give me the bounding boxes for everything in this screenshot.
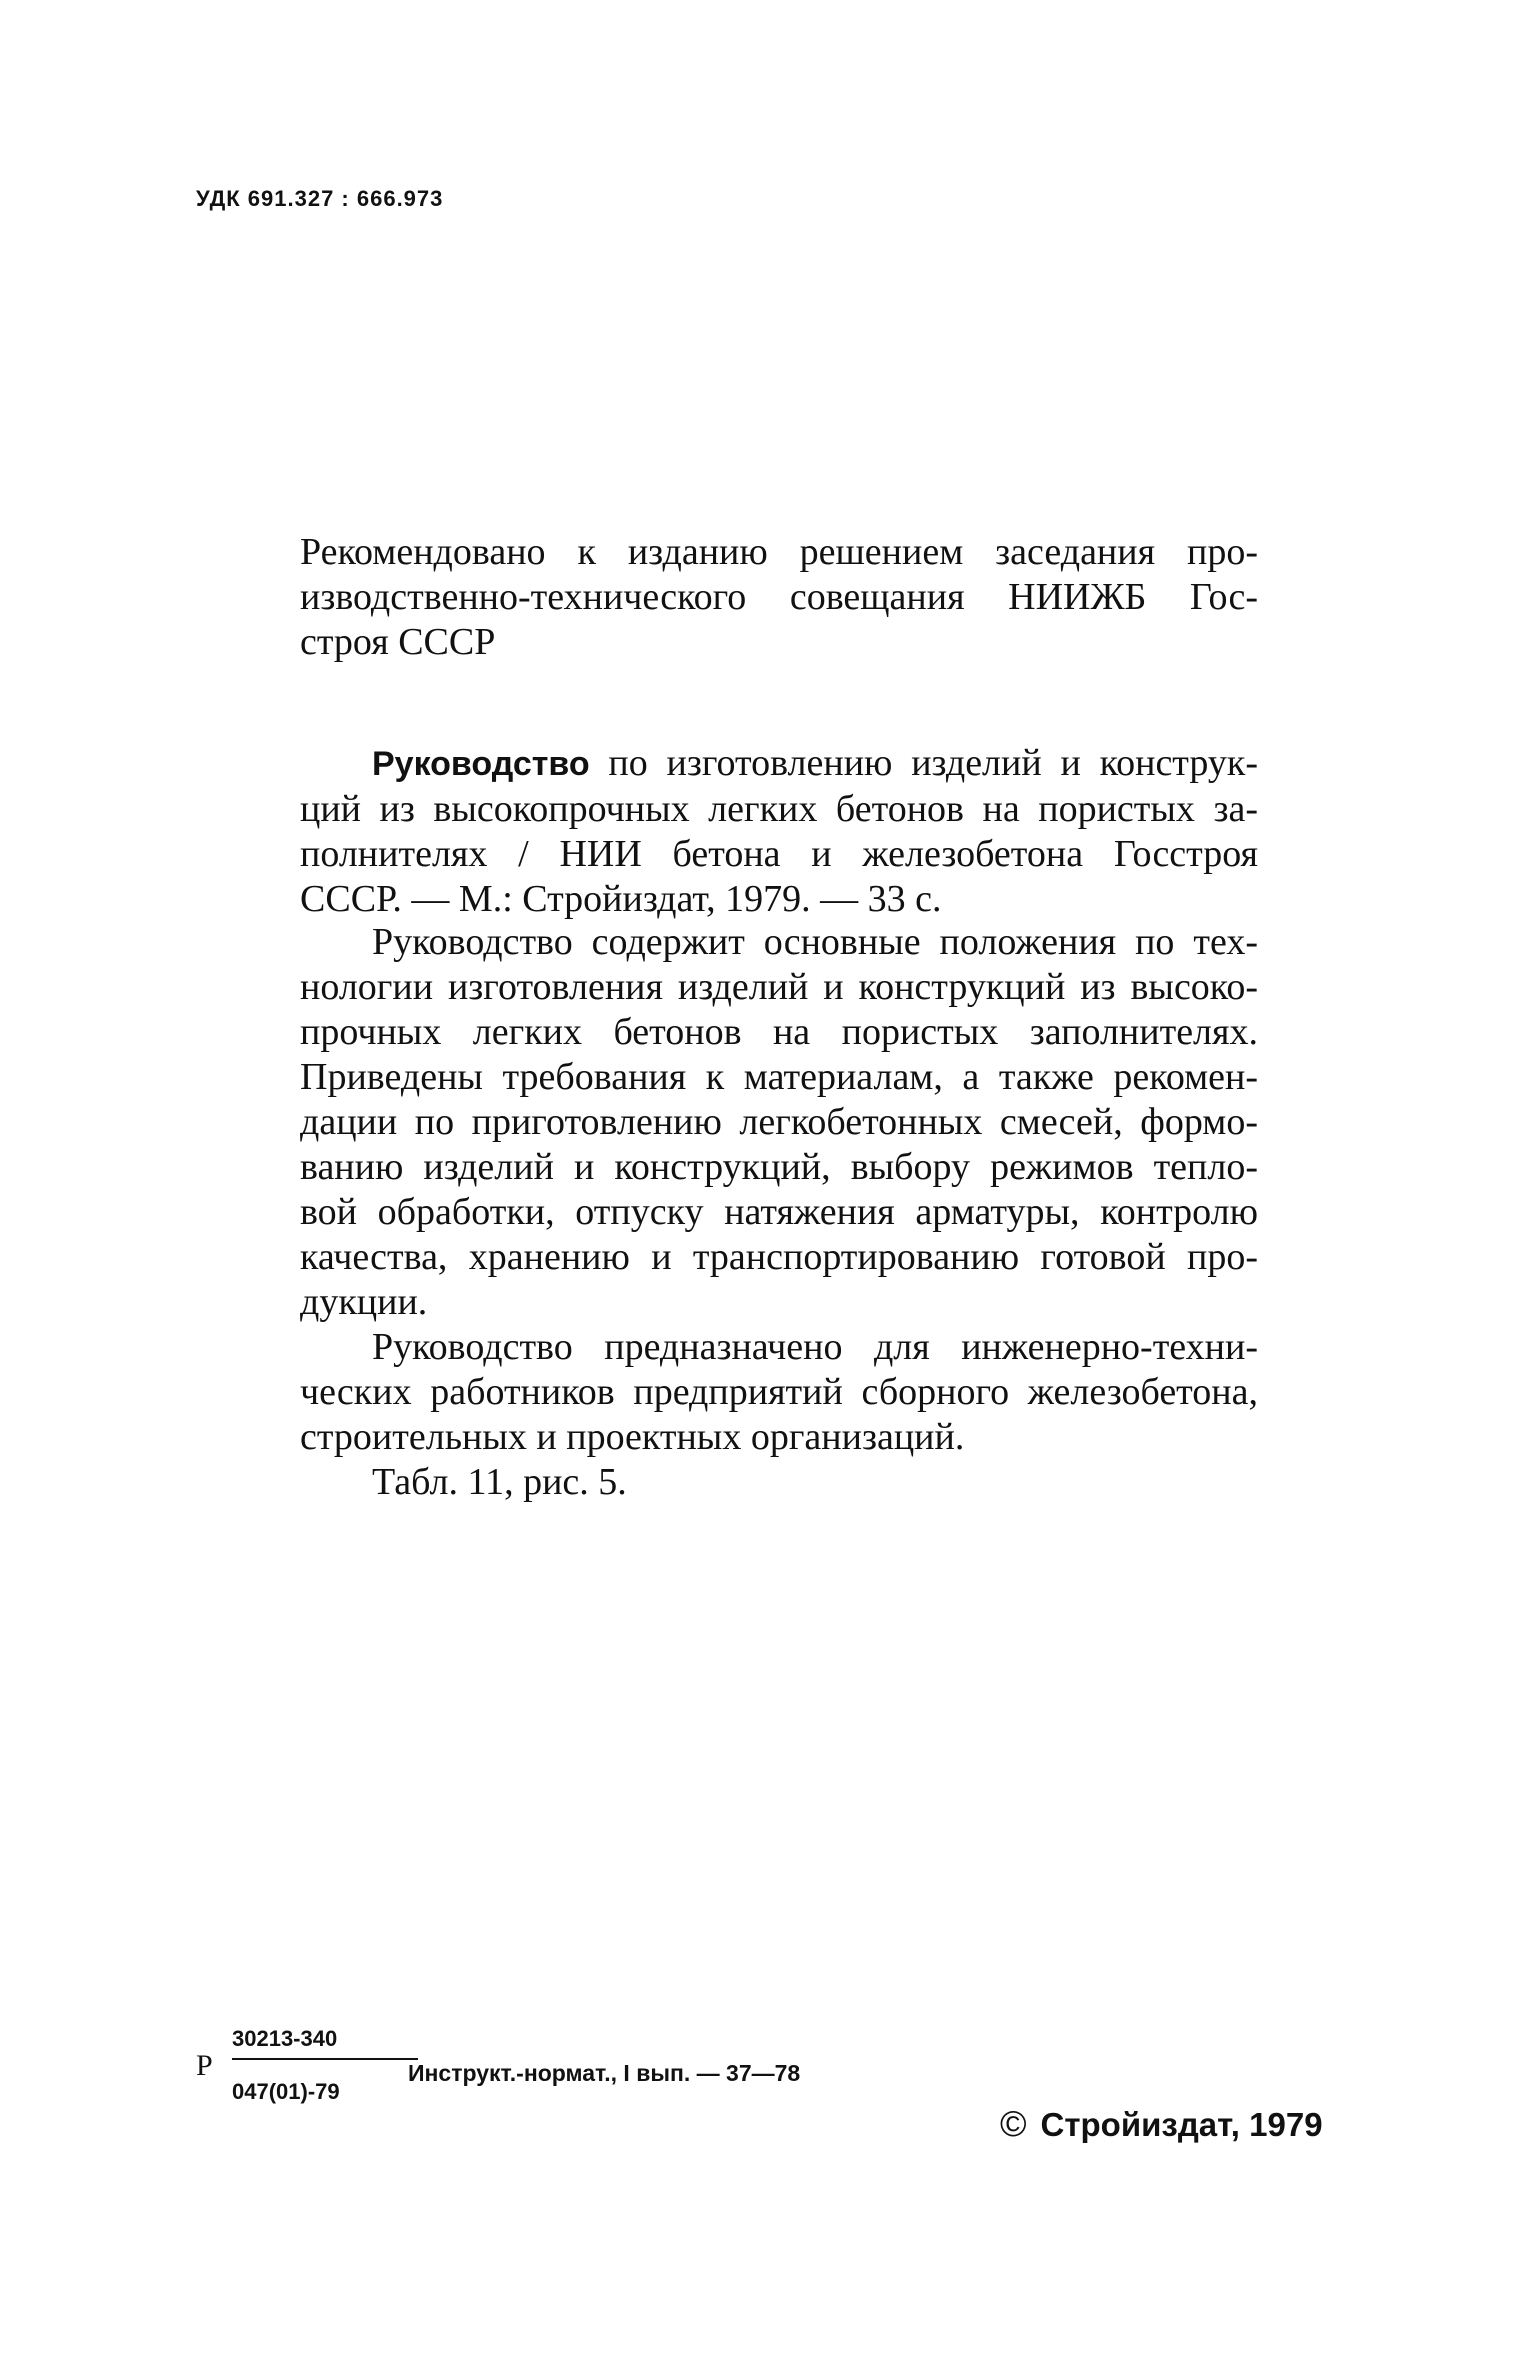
bibliography-title-word: Руководство: [372, 745, 590, 783]
abstract-line: дации по приготовлению легкобетонных смесей, формо-: [300, 1101, 1258, 1143]
recommendation-line: изводственно-технического совещания НИИЖБ Гос-: [300, 576, 1258, 618]
abstract-line: нологии изготовления изделий и конструкций из высоко-: [300, 966, 1258, 1008]
recommendation-note: [300, 530, 1258, 665]
abstract-line: Руководство предназначено для инженерно-техни-: [372, 1326, 1258, 1368]
abstract-line: ческих работников предприятий сборного железобетона,: [300, 1371, 1258, 1413]
abstract-line: Приведены требования к материалам, а также рекомен-: [300, 1056, 1258, 1098]
bibliography-line: полнителях / НИИ бетона и железобетона Госстроя: [300, 833, 1258, 875]
index-denominator: 047(01)-79: [232, 2079, 340, 2104]
copyright-icon: ©: [1000, 2103, 1027, 2144]
recommendation-line: строя СССР: [300, 621, 496, 663]
abstract-line: качества, хранению и транспортированию готовой про-: [300, 1236, 1258, 1278]
abstract-line: Табл. 11, рис. 5.: [372, 1461, 627, 1503]
abstract-line: ванию изделий и конструкций, выбору режимов тепло-: [300, 1146, 1258, 1188]
catalog-reference: Инструкт.-нормат., I вып. — 37—78: [408, 2060, 801, 2086]
copyright-notice: [1000, 2103, 1323, 2145]
bibliography-line: [300, 741, 1258, 787]
bibliography-line: СССР. — М.: Стройиздат, 1979. — 33 с.: [300, 878, 942, 920]
recommendation-line: Рекомендовано к изданию решением заседания про-: [300, 531, 1258, 573]
abstract-line: дукции.: [300, 1281, 428, 1323]
bibliographic-entry: [300, 741, 1258, 922]
publication-code: [196, 2024, 916, 2114]
index-numerator: 30213-340: [232, 2026, 418, 2060]
index-letter: Р: [196, 2049, 213, 2082]
bibliography-line: ций из высокопрочных легких бетонов на пористых за-: [300, 788, 1258, 830]
bibliography-line-rest: по изготовлению изделий и конструк-: [589, 742, 1258, 784]
udk-code: УДК 691.327 : 666.973: [196, 186, 444, 211]
copyright-text: Стройиздат, 1979: [1040, 2106, 1323, 2143]
abstract-line: строительных и проектных организаций.: [300, 1416, 965, 1458]
abstract-line: вой обработки, отпуску натяжения арматуры, контролю: [300, 1191, 1258, 1233]
abstract: [300, 920, 1258, 1505]
abstract-line: прочных легких бетонов на пористых заполнителях.: [300, 1011, 1258, 1053]
abstract-line: Руководство содержит основные положения по тех-: [372, 921, 1258, 963]
